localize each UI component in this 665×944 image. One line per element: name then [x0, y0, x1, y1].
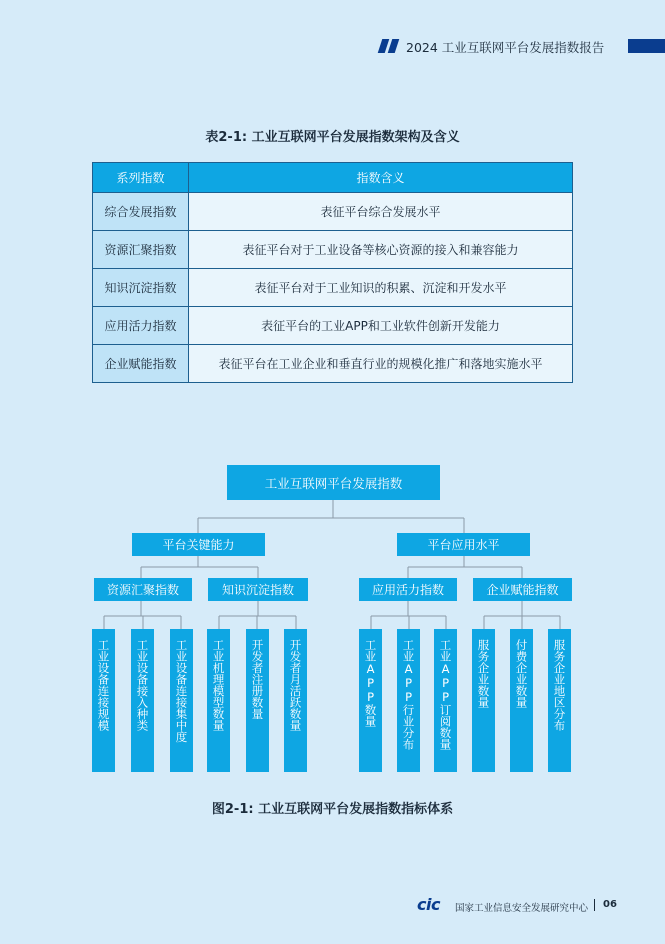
leaf-node: 工业设备接入种类: [131, 629, 154, 772]
root-node: 工业互联网平台发展指数: [227, 465, 440, 500]
leaf-node: 工业APP订阅数量: [434, 629, 457, 772]
page-number: 06: [603, 899, 617, 910]
node-platform-capability: 平台关键能力: [132, 533, 265, 556]
header-slash-icon: [378, 39, 400, 53]
header-accent-bar: [628, 39, 665, 53]
node-platform-application: 平台应用水平: [397, 533, 530, 556]
node-resource-index: 资源汇聚指数: [94, 578, 192, 601]
node-app-vitality-index: 应用活力指数: [359, 578, 457, 601]
node-knowledge-index: 知识沉淀指数: [208, 578, 308, 601]
index-table: [92, 162, 573, 383]
footer-divider: [594, 899, 595, 911]
row-name: 企业赋能指数: [93, 345, 189, 383]
organization-name: 国家工业信息安全发展研究中心: [455, 903, 589, 914]
row-desc: 表征平台对于工业设备等核心资源的接入和兼容能力: [189, 231, 573, 269]
leaf-node: 工业机理模型数量: [207, 629, 230, 772]
row-name: 应用活力指数: [93, 307, 189, 345]
page-footer: [0, 897, 665, 915]
report-title: 2024 工业互联网平台发展指数报告: [406, 40, 605, 55]
leaf-node: 工业APP数量: [359, 629, 382, 772]
cic-logo: cic: [417, 895, 440, 914]
table-caption: 表2-1: 工业互联网平台发展指数架构及含义: [205, 130, 460, 145]
leaf-node: 服务企业数量: [472, 629, 495, 772]
table-header-desc: 指数含义: [189, 163, 573, 193]
row-desc: 表征平台在工业企业和垂直行业的规模化推广和落地实施水平: [189, 345, 573, 383]
table-row: [93, 193, 573, 231]
leaf-node: 付费企业数量: [510, 629, 533, 772]
leaf-node: 工业设备连接规模: [92, 629, 115, 772]
leaf-node: 开发者月活跃数量: [284, 629, 307, 772]
table-row: [93, 231, 573, 269]
row-desc: 表征平台对于工业知识的积累、沉淀和开发水平: [189, 269, 573, 307]
table-header-row: [93, 163, 573, 193]
leaf-node: 工业设备连接集中度: [170, 629, 193, 772]
row-name: 综合发展指数: [93, 193, 189, 231]
node-enterprise-index: 企业赋能指数: [473, 578, 572, 601]
row-desc: 表征平台的工业APP和工业软件创新开发能力: [189, 307, 573, 345]
leaf-node: 服务企业地区分布: [548, 629, 571, 772]
table-header-name: 系列指数: [93, 163, 189, 193]
row-name: 资源汇聚指数: [93, 231, 189, 269]
page-header: [0, 36, 665, 56]
leaf-node: 开发者注册数量: [246, 629, 269, 772]
table-row: [93, 269, 573, 307]
leaf-node: 工业APP行业分布: [397, 629, 420, 772]
index-hierarchy-diagram: [0, 460, 665, 780]
row-name: 知识沉淀指数: [93, 269, 189, 307]
table-row: [93, 345, 573, 383]
table-row: [93, 307, 573, 345]
row-desc: 表征平台综合发展水平: [189, 193, 573, 231]
figure-caption: 图2-1: 工业互联网平台发展指数指标体系: [211, 802, 454, 817]
